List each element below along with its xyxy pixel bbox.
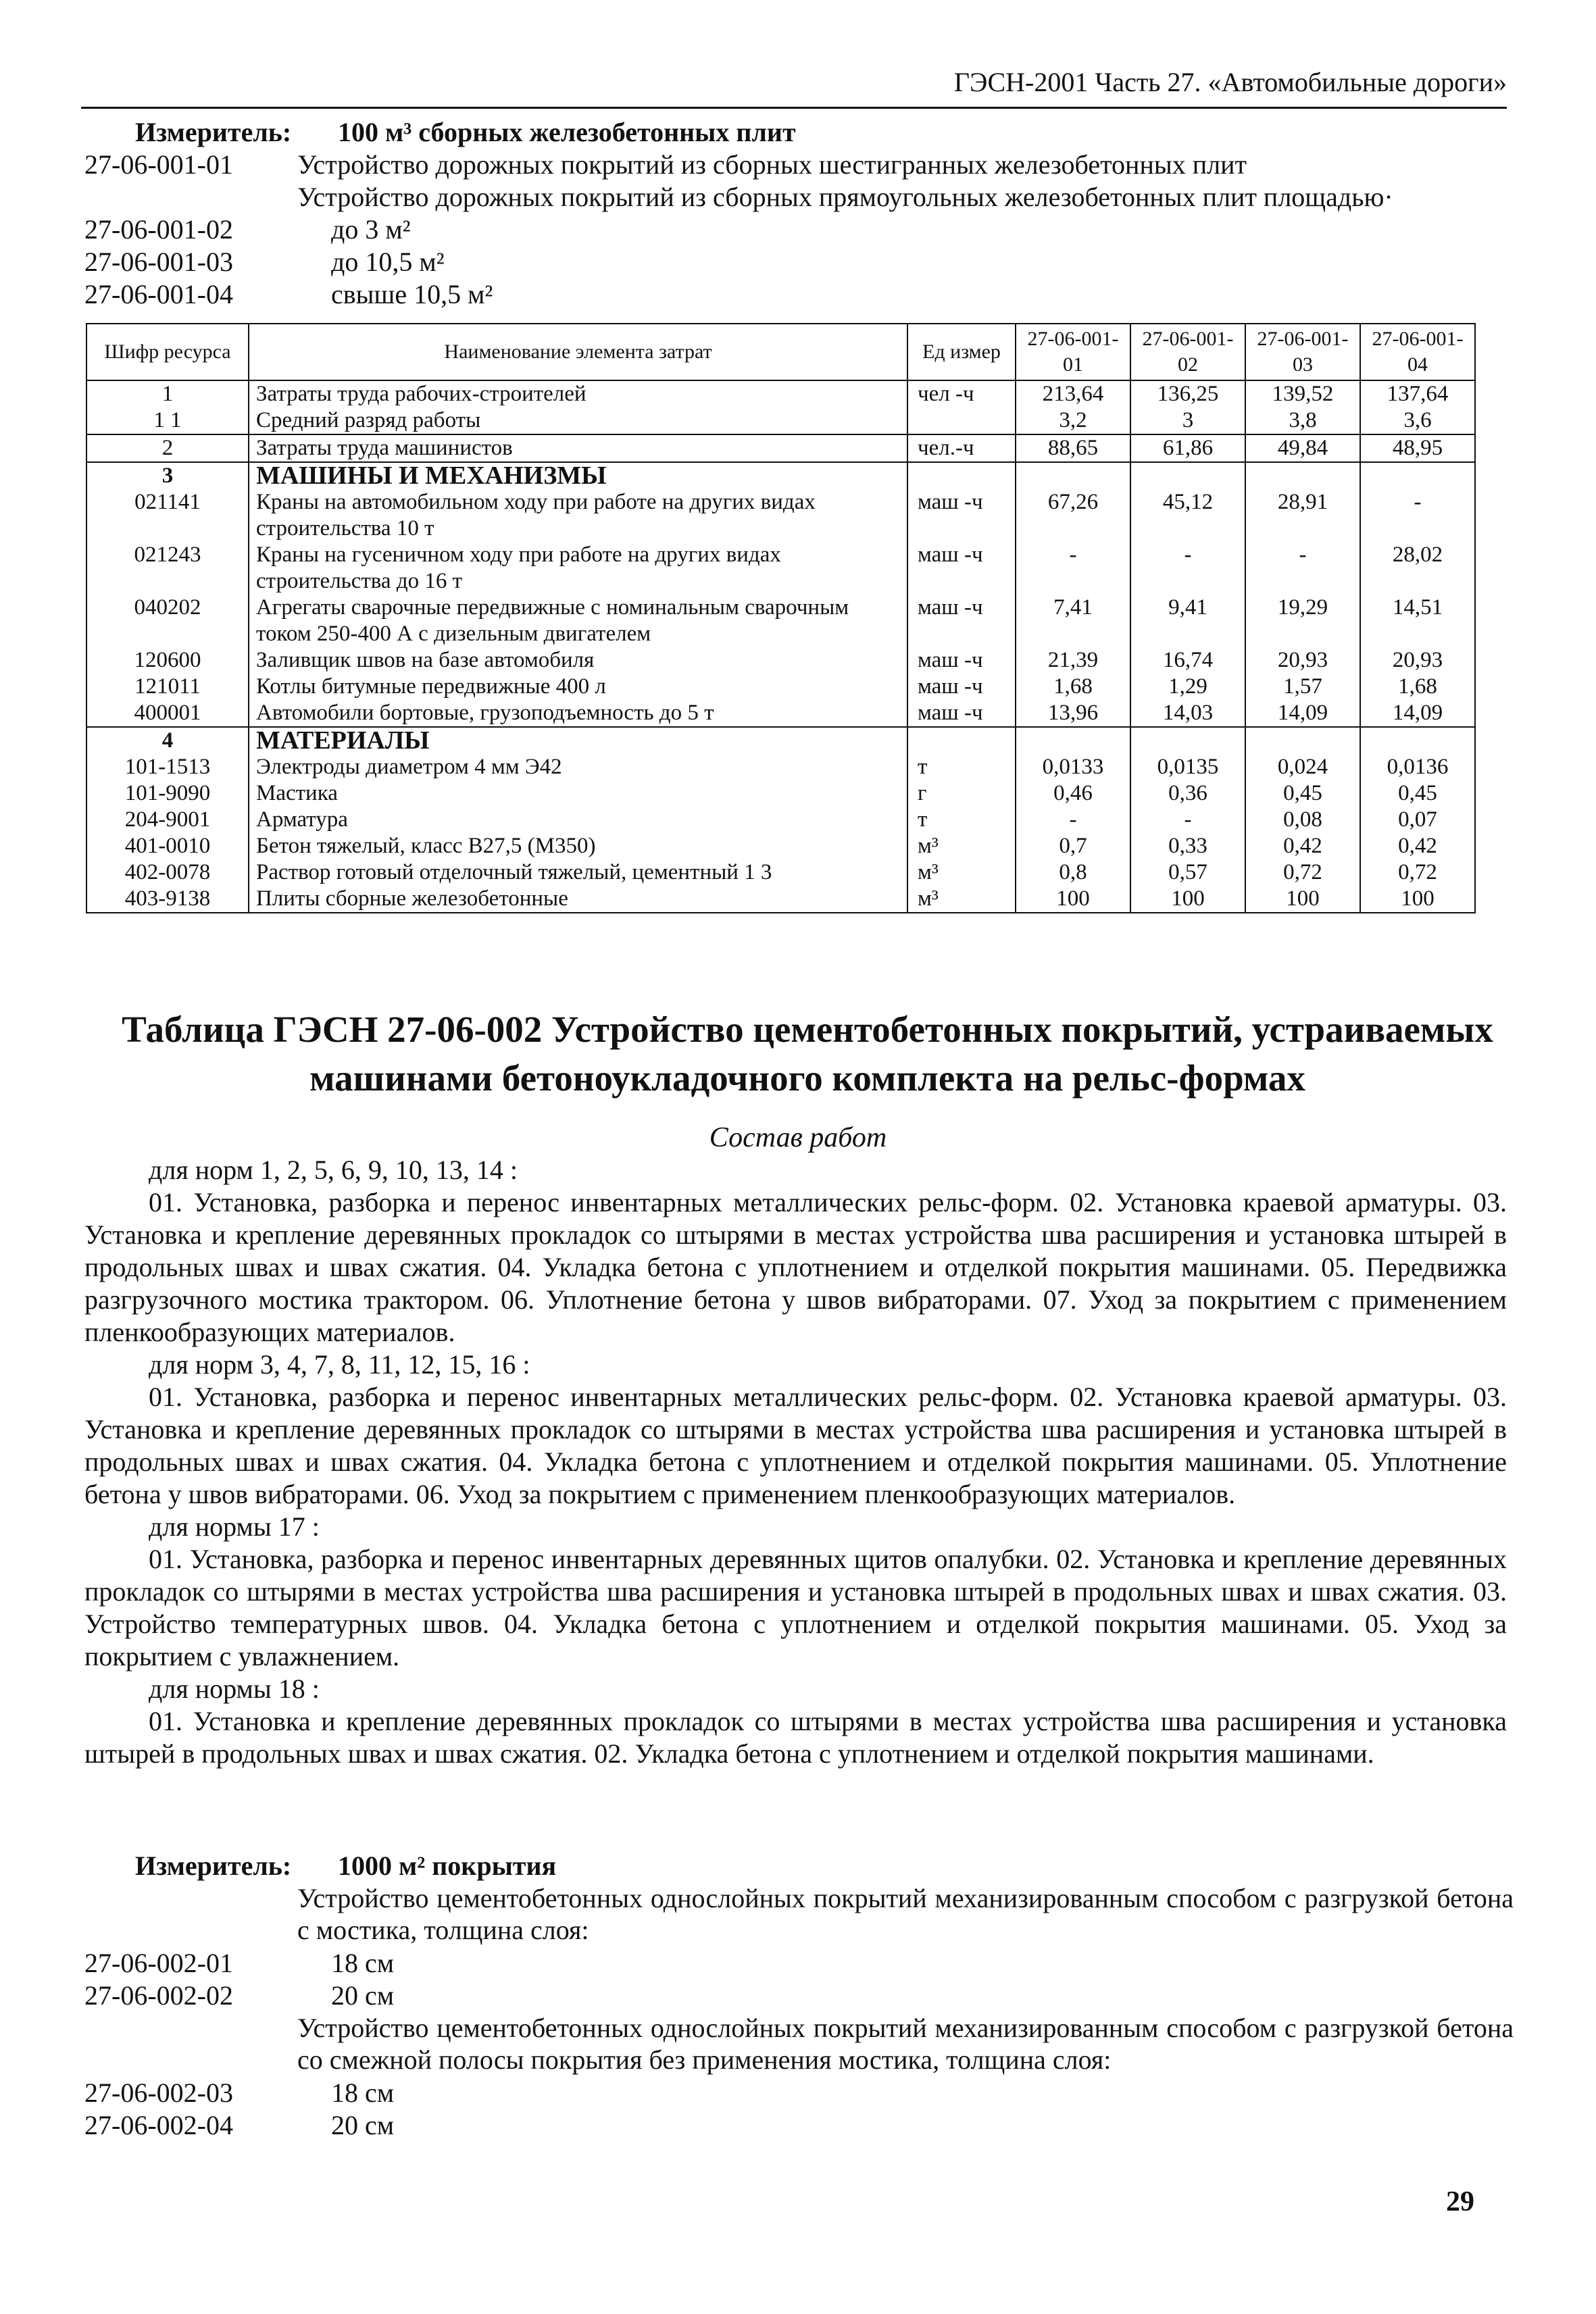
running-header: ГЭСН-2001 Часть 27. «Автомобильные дороги» bbox=[953, 67, 1507, 97]
resource-value: - bbox=[1130, 807, 1245, 833]
table-header-row bbox=[86, 324, 1475, 380]
resource-value: 137,64 bbox=[1360, 380, 1475, 407]
resource-value bbox=[1016, 727, 1130, 754]
resource-unit bbox=[907, 407, 1016, 434]
resource-unit: т bbox=[907, 754, 1016, 780]
resource-value: 48,95 bbox=[1360, 434, 1475, 462]
resource-value: 49,84 bbox=[1245, 434, 1360, 462]
meter-label: Измеритель: bbox=[135, 117, 292, 147]
resource-value: 3,2 bbox=[1016, 407, 1130, 434]
table-row bbox=[86, 727, 1475, 754]
norm-group-text: 01. Установка, разборка и перенос инвентарных деревянных щитов опалубки. 02. Установка и крепление деревянных прокладок со штырями в местах устройства шва расширения и установка штырей в продольных швах и швах сжатия. 03. Устройство температурных швов. 04. Укладка бетона с уплотнением и отделкой покрытия машинами. 05. Уход за покрытием с увлажнением. bbox=[84, 1544, 1507, 1671]
resource-name: Котлы битумные передвижные 400 л bbox=[249, 674, 907, 700]
resource-value: 14,09 bbox=[1245, 700, 1360, 727]
composition-title: Состав работ bbox=[709, 1122, 887, 1153]
resource-unit: маш -ч bbox=[907, 595, 1016, 647]
table-row bbox=[86, 754, 1475, 780]
col-header-norm: 27-06-001-01 bbox=[1016, 324, 1130, 380]
resource-name: Раствор готовый отделочный тяжелый, цементный 1 3 bbox=[249, 859, 907, 886]
resource-value: 61,86 bbox=[1130, 434, 1245, 462]
resource-unit bbox=[907, 727, 1016, 754]
table-row bbox=[86, 407, 1475, 434]
resource-value: 9,41 bbox=[1130, 595, 1245, 647]
page-number: 29 bbox=[1446, 2186, 1474, 2217]
norm-text: до 3 м² bbox=[331, 214, 411, 245]
norm-intro: Устройство цементобетонных однослойных покрытий механизированным способом с разгрузкой бетона со смежной полосы покрытия без применения мостика, толщина слоя: bbox=[297, 2013, 1514, 2075]
norm-code: 27-06-001-03 bbox=[84, 247, 233, 277]
norm-group-label: для нормы 17 : bbox=[149, 1511, 320, 1542]
resource-value: 45,12 bbox=[1130, 489, 1245, 542]
col-header-name: Наименование элемента затрат bbox=[249, 324, 907, 380]
resource-value: 100 bbox=[1245, 886, 1360, 913]
resource-value: 0,42 bbox=[1245, 833, 1360, 859]
norm-code: 27-06-002-04 bbox=[84, 2110, 233, 2140]
resource-name: Плиты сборные железобетонные bbox=[249, 886, 907, 913]
resource-value: 1,57 bbox=[1245, 674, 1360, 700]
table-row bbox=[86, 833, 1475, 859]
meter-label: Измеритель: bbox=[135, 1851, 292, 1881]
resource-name: Краны на автомобильном ходу при работе на других видах строительства 10 т bbox=[249, 489, 907, 542]
table-row bbox=[86, 700, 1475, 727]
resource-name: Бетон тяжелый, класс В27,5 (М350) bbox=[249, 833, 907, 859]
resource-name: Арматура bbox=[249, 807, 907, 833]
resource-value: 100 bbox=[1130, 886, 1245, 913]
col-header-norm: 27-06-001-02 bbox=[1130, 324, 1245, 380]
resource-name: Заливщик швов на базе автомобиля bbox=[249, 647, 907, 674]
resource-value: - bbox=[1360, 489, 1475, 542]
resource-unit: м³ bbox=[907, 886, 1016, 913]
resource-value bbox=[1360, 462, 1475, 489]
norm-group-label: для норм 3, 4, 7, 8, 11, 12, 15, 16 : bbox=[149, 1349, 530, 1380]
resource-code: 401-0010 bbox=[86, 833, 249, 859]
resource-value: 100 bbox=[1360, 886, 1475, 913]
norm-text: Устройство дорожных покрытий из сборных прямоугольных железобетонных плит площадью· bbox=[297, 182, 1393, 212]
resource-name: Электроды диаметром 4 мм Э42 bbox=[249, 754, 907, 780]
resource-value: 3 bbox=[1130, 407, 1245, 434]
resource-value bbox=[1360, 727, 1475, 754]
resource-value: 20,93 bbox=[1245, 647, 1360, 674]
resource-value: 0,0136 bbox=[1360, 754, 1475, 780]
norm-text: свыше 10,5 м² bbox=[331, 279, 493, 309]
table-row bbox=[86, 462, 1475, 489]
resource-value: 0,57 bbox=[1130, 859, 1245, 886]
resource-unit: маш -ч bbox=[907, 489, 1016, 542]
norm-group-text: 01. Установка, разборка и перенос инвентарных металлических рельс-форм. 02. Установка краевой арматуры. 03. Установка и крепление деревянных прокладок со штырями в местах устройства шва расширения и установка штырей в продольных швах и швах сжатия. 04. Укладка бетона с уплотнением и отделкой покрытия машинами. 05. Уплотнение бетона у швов вибраторами. 06. Уход за покрытием с применением пленкообразующих материалов. bbox=[84, 1382, 1507, 1509]
resource-value: 7,41 bbox=[1016, 595, 1130, 647]
resource-code: 4 bbox=[86, 727, 249, 754]
resource-code: 040202 bbox=[86, 595, 249, 647]
header-rule bbox=[81, 107, 1507, 109]
resource-unit: м³ bbox=[907, 833, 1016, 859]
resource-value: 0,07 bbox=[1360, 807, 1475, 833]
table-row bbox=[86, 647, 1475, 674]
resource-value: 19,29 bbox=[1245, 595, 1360, 647]
resource-code: 1 1 bbox=[86, 407, 249, 434]
norm-intro: Устройство цементобетонных однослойных покрытий механизированным способом с разгрузкой бетона с мостика, толщина слоя: bbox=[297, 1883, 1514, 1945]
table-row bbox=[86, 886, 1475, 913]
resource-code: 2 bbox=[86, 434, 249, 462]
resource-value: 139,52 bbox=[1245, 380, 1360, 407]
resource-unit: т bbox=[907, 807, 1016, 833]
resource-value: 14,51 bbox=[1360, 595, 1475, 647]
resource-code: 120600 bbox=[86, 647, 249, 674]
resource-value: 136,25 bbox=[1130, 380, 1245, 407]
norm-code: 27-06-001-01 bbox=[84, 149, 233, 180]
table-row bbox=[86, 807, 1475, 833]
norm-text: 20 см bbox=[331, 1980, 395, 2011]
table-row bbox=[86, 859, 1475, 886]
resource-name: Средний разряд работы bbox=[249, 407, 907, 434]
resource-value: 20,93 bbox=[1360, 647, 1475, 674]
norm-text: Устройство дорожных покрытий из сборных шестигранных железобетонных плит bbox=[297, 149, 1247, 180]
table-row bbox=[86, 595, 1475, 647]
resource-value bbox=[1245, 462, 1360, 489]
resource-value: 0,42 bbox=[1360, 833, 1475, 859]
resource-value: 14,09 bbox=[1360, 700, 1475, 727]
resource-value: 0,8 bbox=[1016, 859, 1130, 886]
resource-unit: маш -ч bbox=[907, 647, 1016, 674]
resource-code: 101-1513 bbox=[86, 754, 249, 780]
resource-unit: м³ bbox=[907, 859, 1016, 886]
resource-name: Затраты труда рабочих-строителей bbox=[249, 380, 907, 407]
resource-unit: маш -ч bbox=[907, 674, 1016, 700]
resource-value: 100 bbox=[1016, 886, 1130, 913]
resource-value: 0,7 bbox=[1016, 833, 1130, 859]
resource-name: МАТЕРИАЛЫ bbox=[249, 727, 907, 754]
resource-value: 0,46 bbox=[1016, 780, 1130, 807]
resource-value: 213,64 bbox=[1016, 380, 1130, 407]
resource-value bbox=[1016, 462, 1130, 489]
resource-name: Затраты труда машинистов bbox=[249, 434, 907, 462]
resource-value: 13,96 bbox=[1016, 700, 1130, 727]
resource-value bbox=[1130, 462, 1245, 489]
col-header-code: Шифр ресурса bbox=[86, 324, 249, 380]
col-header-norm: 27-06-001-04 bbox=[1360, 324, 1475, 380]
resource-unit: маш -ч bbox=[907, 700, 1016, 727]
resource-value: - bbox=[1245, 542, 1360, 595]
table-title: Таблица ГЭСН 27-06-002 Устройство цементобетонных покрытий, устраиваемых машинами бетоноукладочного комплекта на рельс-формах bbox=[122, 1009, 1493, 1099]
resource-value: 0,08 bbox=[1245, 807, 1360, 833]
resource-code: 021141 bbox=[86, 489, 249, 542]
meter-value: 100 м³ сборных железобетонных плит bbox=[338, 117, 796, 147]
resource-value: 1,29 bbox=[1130, 674, 1245, 700]
norm-text: 18 см bbox=[331, 2078, 395, 2108]
norm-code: 27-06-001-02 bbox=[84, 214, 233, 245]
resource-code: 3 bbox=[86, 462, 249, 489]
norm-group-text: 01. Установка и крепление деревянных прокладок со штырями в местах устройства шва расширения и установка штырей в продольных швах и швах сжатия. 02. Укладка бетона с уплотнением и отделкой покрытия машинами. bbox=[84, 1706, 1507, 1769]
norm-text: до 10,5 м² bbox=[331, 247, 445, 277]
resource-value bbox=[1245, 727, 1360, 754]
resource-name: МАШИНЫ И МЕХАНИЗМЫ bbox=[249, 462, 907, 489]
resource-code: 400001 bbox=[86, 700, 249, 727]
resource-unit: г bbox=[907, 780, 1016, 807]
resource-value: 3,6 bbox=[1360, 407, 1475, 434]
norm-group-label: для норм 1, 2, 5, 6, 9, 10, 13, 14 : bbox=[149, 1155, 518, 1185]
resource-value: 28,91 bbox=[1245, 489, 1360, 542]
resource-unit bbox=[907, 462, 1016, 489]
col-header-unit: Ед измер bbox=[907, 324, 1016, 380]
resource-value: - bbox=[1130, 542, 1245, 595]
resource-value: 0,72 bbox=[1360, 859, 1475, 886]
resource-unit: чел.-ч bbox=[907, 434, 1016, 462]
table-row bbox=[86, 542, 1475, 595]
table-row bbox=[86, 489, 1475, 542]
table-row bbox=[86, 380, 1475, 407]
resource-code: 021243 bbox=[86, 542, 249, 595]
norm-group-label: для нормы 18 : bbox=[149, 1674, 320, 1704]
resource-value: 3,8 bbox=[1245, 407, 1360, 434]
resource-name: Агрегаты сварочные передвижные с номинальным сварочным током 250-400 А с дизельным двигателем bbox=[249, 595, 907, 647]
resource-value: 88,65 bbox=[1016, 434, 1130, 462]
table-row bbox=[86, 674, 1475, 700]
col-header-norm: 27-06-001-03 bbox=[1245, 324, 1360, 380]
resource-value: 1,68 bbox=[1016, 674, 1130, 700]
resource-value: 28,02 bbox=[1360, 542, 1475, 595]
resource-value: 16,74 bbox=[1130, 647, 1245, 674]
resource-code: 121011 bbox=[86, 674, 249, 700]
meter-value: 1000 м² покрытия bbox=[338, 1851, 557, 1881]
norm-group-text: 01. Установка, разборка и перенос инвентарных металлических рельс-форм. 02. Установка краевой арматуры. 03. Установка и крепление деревянных прокладок со штырями в местах устройства шва расширения и установка штырей в продольных швах и швах сжатия. 04. Укладка бетона с уплотнением и отделкой покрытия машинами. 05. Передвижка разгрузочного мостика трактором. 06. Уплотнение бетона у швов вибраторами. 07. Уход за покрытием с применением пленкообразующих материалов. bbox=[84, 1187, 1507, 1347]
resource-code: 403-9138 bbox=[86, 886, 249, 913]
resource-value: 0,72 bbox=[1245, 859, 1360, 886]
resource-value: 0,0133 bbox=[1016, 754, 1130, 780]
table-row bbox=[86, 434, 1475, 462]
resource-name: Краны на гусеничном ходу при работе на других видах строительства до 16 т bbox=[249, 542, 907, 595]
norm-code: 27-06-002-01 bbox=[84, 1948, 233, 1978]
resource-value: 0,36 bbox=[1130, 780, 1245, 807]
norm-text: 20 см bbox=[331, 2110, 395, 2140]
resource-code: 1 bbox=[86, 380, 249, 407]
norm-code: 27-06-002-03 bbox=[84, 2078, 233, 2108]
resource-code: 101-9090 bbox=[86, 780, 249, 807]
resource-value: 0,45 bbox=[1245, 780, 1360, 807]
norm-code: 27-06-002-02 bbox=[84, 1980, 233, 2011]
resource-value: 14,03 bbox=[1130, 700, 1245, 727]
resource-value: 0,024 bbox=[1245, 754, 1360, 780]
composition-body bbox=[84, 1154, 1507, 1770]
resource-name: Мастика bbox=[249, 780, 907, 807]
resource-unit: маш -ч bbox=[907, 542, 1016, 595]
resource-value: 0,45 bbox=[1360, 780, 1475, 807]
resource-name: Автомобили бортовые, грузоподъемность до 5 т bbox=[249, 700, 907, 727]
resource-value: - bbox=[1016, 807, 1130, 833]
resource-value bbox=[1130, 727, 1245, 754]
resource-value: - bbox=[1016, 542, 1130, 595]
resource-value: 21,39 bbox=[1016, 647, 1130, 674]
resource-value: 0,0135 bbox=[1130, 754, 1245, 780]
resource-code: 402-0078 bbox=[86, 859, 249, 886]
resource-value: 0,33 bbox=[1130, 833, 1245, 859]
resource-unit: чел -ч bbox=[907, 380, 1016, 407]
resource-table bbox=[86, 323, 1476, 913]
table-row bbox=[86, 780, 1475, 807]
norm-code: 27-06-001-04 bbox=[84, 279, 233, 309]
norm-text: 18 см bbox=[331, 1948, 395, 1978]
resource-value: 1,68 bbox=[1360, 674, 1475, 700]
resource-value: 67,26 bbox=[1016, 489, 1130, 542]
resource-code: 204-9001 bbox=[86, 807, 249, 833]
